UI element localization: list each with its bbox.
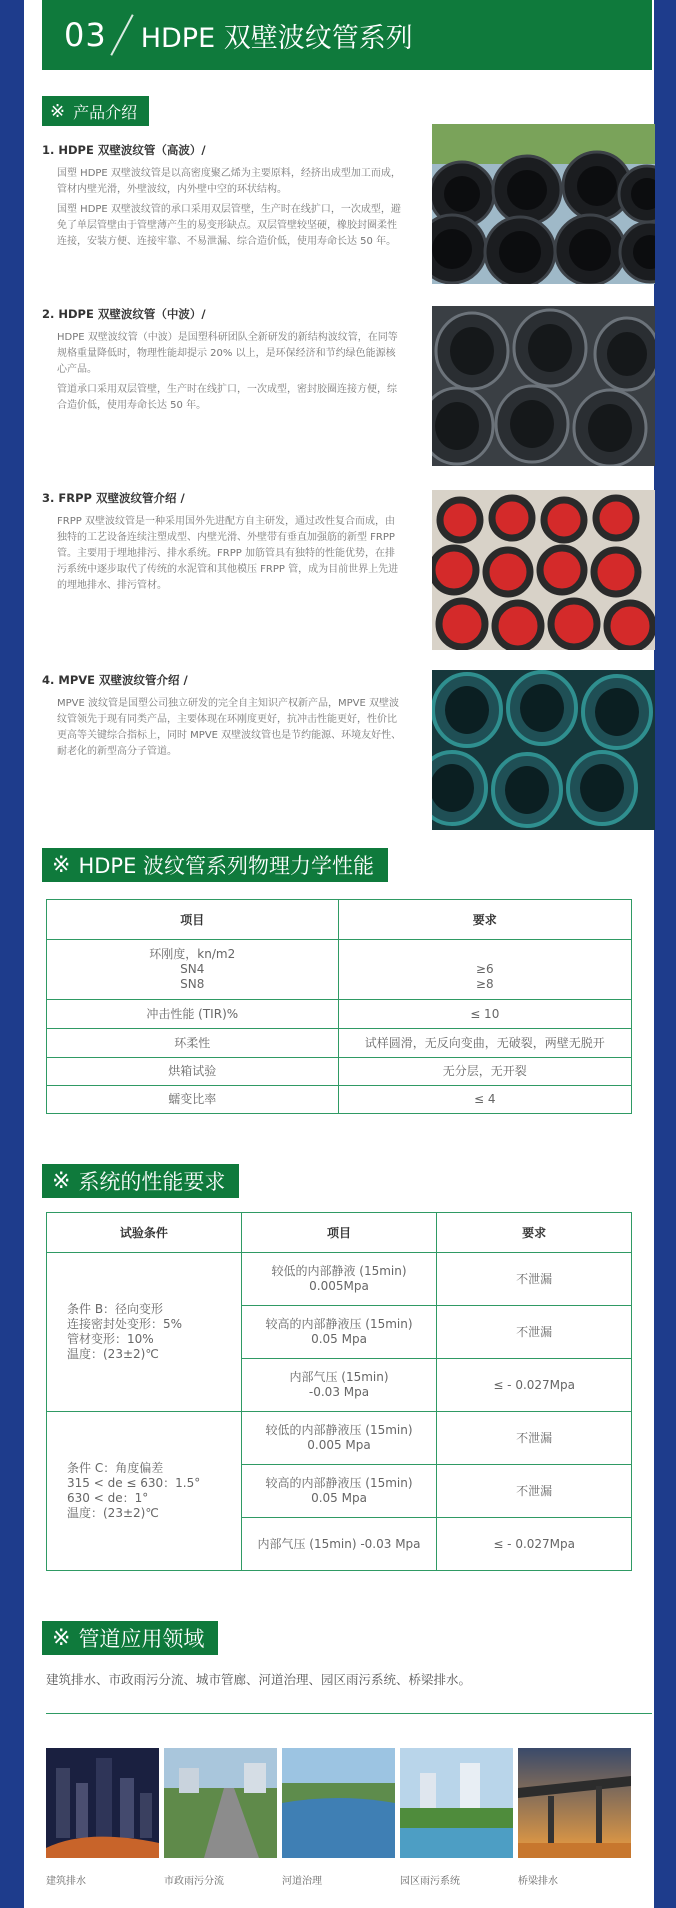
- application-caption: 建筑排水: [46, 1876, 86, 1887]
- item-line: 较高的内部静液压 (15min): [265, 1317, 413, 1331]
- item-line: 内部气压 (15min): [289, 1370, 389, 1384]
- application-photo-building: [46, 1748, 159, 1858]
- table-cell-item: 环柔性: [47, 1029, 339, 1058]
- product-heading: 4. MPVE 双壁波纹管介绍 /: [42, 673, 188, 687]
- table-cell-req: ≤ - 0.027Mpa: [437, 1518, 632, 1571]
- table-cell-item: 蠕变比率: [47, 1086, 339, 1114]
- product-paragraph: 国塑 HDPE 双壁波纹管是以高密度聚乙烯为主要原料，经挤出成型加工而成，管材内壁光滑，外壁波纹，内外壁中空的环状结构。: [57, 168, 401, 195]
- application-caption: 园区雨污系统: [400, 1876, 460, 1887]
- table-cell-item: [241, 1253, 437, 1306]
- table-row: [47, 1029, 632, 1058]
- product-description: [57, 514, 402, 598]
- item-line: 较低的内部静液压 (15min): [265, 1423, 413, 1437]
- application-caption: 桥梁排水: [518, 1876, 558, 1887]
- content-area: [24, 0, 654, 1908]
- table-cell-item: [241, 1306, 437, 1359]
- condition-cell: [47, 1412, 242, 1571]
- product-heading: 3. FRPP 双壁波纹管介绍 /: [42, 491, 185, 505]
- item-line: 0.05 Mpa: [311, 1491, 367, 1505]
- physical-properties-table: [46, 899, 632, 1114]
- item-line: 较低的内部静液 (15min): [271, 1264, 407, 1278]
- system-title: 系统的性能要求: [78, 1170, 226, 1194]
- application-heading: [42, 1621, 218, 1655]
- condition-line: 条件 B：径向变形: [67, 1302, 164, 1316]
- application-photo-river: [282, 1748, 395, 1858]
- banner-divider: [110, 14, 133, 56]
- reference-mark-icon: ※: [52, 1168, 71, 1194]
- right-frame-border: [654, 0, 676, 1908]
- table-row: [47, 1253, 632, 1306]
- application-title: 管道应用领域: [78, 1627, 205, 1651]
- table-header-cell: 项目: [47, 900, 339, 940]
- ring-stiffness-req-sn8: ≥8: [475, 977, 494, 991]
- product-paragraph: HDPE 双壁波纹管（中波）是国塑科研团队全新研发的新结构波纹管，在同等规格重量降低时，物理性能却提示 20% 以上，是环保经济和节约绿色能源核心产品。: [57, 332, 398, 375]
- table-cell-item: [47, 940, 339, 1000]
- table-cell-req: 不泄漏: [437, 1412, 632, 1465]
- reference-mark-icon: ※: [50, 100, 66, 122]
- application-text: 建筑排水、市政雨污分流、城市管廊、河道治理、园区雨污系统、桥梁排水。: [46, 1672, 472, 1687]
- product-item: [42, 490, 652, 640]
- table-row: [47, 1000, 632, 1029]
- product-photo-teal-pipes: [432, 670, 655, 830]
- ring-stiffness-sn8: SN8: [180, 977, 205, 991]
- table-cell-req: ≤ 4: [338, 1086, 631, 1114]
- table-cell-item: 冲击性能 (TIR)%: [47, 1000, 339, 1029]
- table-cell-req: 不泄漏: [437, 1253, 632, 1306]
- table-header-cell: 要求: [437, 1213, 632, 1253]
- table-cell-req: ≤ - 0.027Mpa: [437, 1359, 632, 1412]
- condition-line: 条件 C：角度偏差: [67, 1461, 164, 1475]
- item-line: -0.03 Mpa: [308, 1385, 370, 1399]
- table-cell-req: ≤ 10: [338, 1000, 631, 1029]
- table-row: [47, 1412, 632, 1465]
- condition-line: 连接密封处变形：5%: [67, 1317, 183, 1331]
- product-paragraph: MPVE 波纹管是国塑公司独立研发的完全自主知识产权新产品，MPVE 双壁波纹管领先于现有同类产品，主要体现在环刚度更好，抗冲击性能更好，性价比更高等关键综合指标上，同时 MPVE 双壁波纹管也是节约能源、环境友好性、耐老化的新型高分子管道。: [57, 698, 402, 757]
- table-row: [47, 1058, 632, 1086]
- intro-title: 产品介绍: [73, 102, 138, 122]
- table-row: [47, 1086, 632, 1114]
- table-header-cell: 要求: [338, 900, 631, 940]
- reference-mark-icon: ※: [52, 852, 71, 878]
- table-cell-req: [338, 940, 631, 1000]
- product-description: [57, 330, 402, 418]
- product-heading: 2. HDPE 双壁波纹管（中波）/: [42, 307, 206, 321]
- item-line: 较高的内部静液压 (15min): [265, 1476, 413, 1490]
- reference-mark-icon: ※: [52, 1625, 71, 1651]
- section-title: HDPE 双壁波纹管系列: [140, 22, 413, 54]
- divider: [46, 1713, 652, 1714]
- table-cell-item: [241, 1359, 437, 1412]
- system-heading: [42, 1164, 239, 1198]
- product-paragraph: FRPP 双壁波纹管是一种采用国外先进配方自主研发，通过改性复合而成，由独特的工艺设备连续注塑成型、内壁光滑、外壁带有垂直加强筋的新型 FRPP 管。主要用于埋地排污、排水系统。FRPP 加筋管具有独特的性能优势，在排污系统中逐步取代了传统的水泥管和其他模压 FRPP 管，成为目前世界上先进的埋地排水、排污管材。: [57, 516, 399, 591]
- product-heading: 1. HDPE 双壁波纹管（高波）/: [42, 143, 206, 157]
- application-photo-municipal: [164, 1748, 277, 1858]
- product-photo-red-pipes: [432, 490, 655, 650]
- product-photo-grey-pipes: [432, 306, 655, 466]
- intro-heading: [42, 96, 149, 126]
- table-row: [47, 940, 632, 1000]
- product-item: [42, 142, 652, 292]
- application-photo-park: [400, 1748, 513, 1858]
- condition-line: 温度：(23±2)℃: [67, 1347, 159, 1361]
- application-caption: 市政雨污分流: [164, 1876, 224, 1887]
- physical-title: HDPE 波纹管系列物理力学性能: [78, 854, 375, 878]
- table-cell-item: [241, 1465, 437, 1518]
- table-cell-item: 内部气压 (15min) -0.03 Mpa: [241, 1518, 437, 1571]
- product-item: [42, 672, 652, 822]
- item-line: 0.005Mpa: [309, 1279, 369, 1293]
- table-cell-req: 不泄漏: [437, 1306, 632, 1359]
- table-cell-item: [241, 1412, 437, 1465]
- condition-line: 630 < de：1°: [67, 1491, 149, 1505]
- condition-line: 管材变形：10%: [67, 1332, 154, 1346]
- system-requirements-table: [46, 1212, 632, 1571]
- product-description: [57, 696, 402, 764]
- item-line: 0.005 Mpa: [307, 1438, 371, 1452]
- table-cell-req: 试样圆滑，无反向变曲，无破裂，两壁无脱开: [338, 1029, 631, 1058]
- table-header-cell: 试验条件: [47, 1213, 242, 1253]
- condition-line: 315 < de ≤ 630：1.5°: [67, 1476, 201, 1490]
- product-photo-black-pipes: [432, 124, 655, 284]
- product-description: [57, 166, 402, 254]
- table-cell-item: 烘箱试验: [47, 1058, 339, 1086]
- condition-cell: [47, 1253, 242, 1412]
- product-item: [42, 306, 652, 456]
- physical-heading: [42, 848, 388, 882]
- section-number: 03: [64, 16, 107, 54]
- table-header-row: [47, 900, 632, 940]
- ring-stiffness-sn4: SN4: [180, 962, 205, 976]
- item-line: 0.05 Mpa: [311, 1332, 367, 1346]
- product-paragraph: 国塑 HDPE 双壁波纹管的承口采用双层管壁，生产时在线扩口，一次成型，避免了单层管壁由于管壁薄产生的易变形缺点。双层管壁较坚硬，橡胶封圈柔性连接，安装方便、连接牢靠、不易泄漏、综合造价低，使用寿命长达 50 年。: [57, 204, 401, 247]
- application-caption: 河道治理: [282, 1876, 322, 1887]
- table-cell-req: 不泄漏: [437, 1465, 632, 1518]
- section-banner: [42, 0, 652, 70]
- table-header-cell: 项目: [241, 1213, 437, 1253]
- ring-stiffness-req-sn4: ≥6: [475, 962, 494, 976]
- condition-line: 温度：(23±2)℃: [67, 1506, 159, 1520]
- product-paragraph: 管道承口采用双层管壁，生产时在线扩口，一次成型，密封胶圈连接方便，综合造价低，使用寿命长达 50 年。: [57, 384, 397, 411]
- table-cell-req: 无分层，无开裂: [338, 1058, 631, 1086]
- table-header-row: [47, 1213, 632, 1253]
- left-frame-border: [0, 0, 24, 1908]
- ring-stiffness-label: 环刚度，kn/m2: [149, 947, 236, 961]
- application-photo-bridge: [518, 1748, 631, 1858]
